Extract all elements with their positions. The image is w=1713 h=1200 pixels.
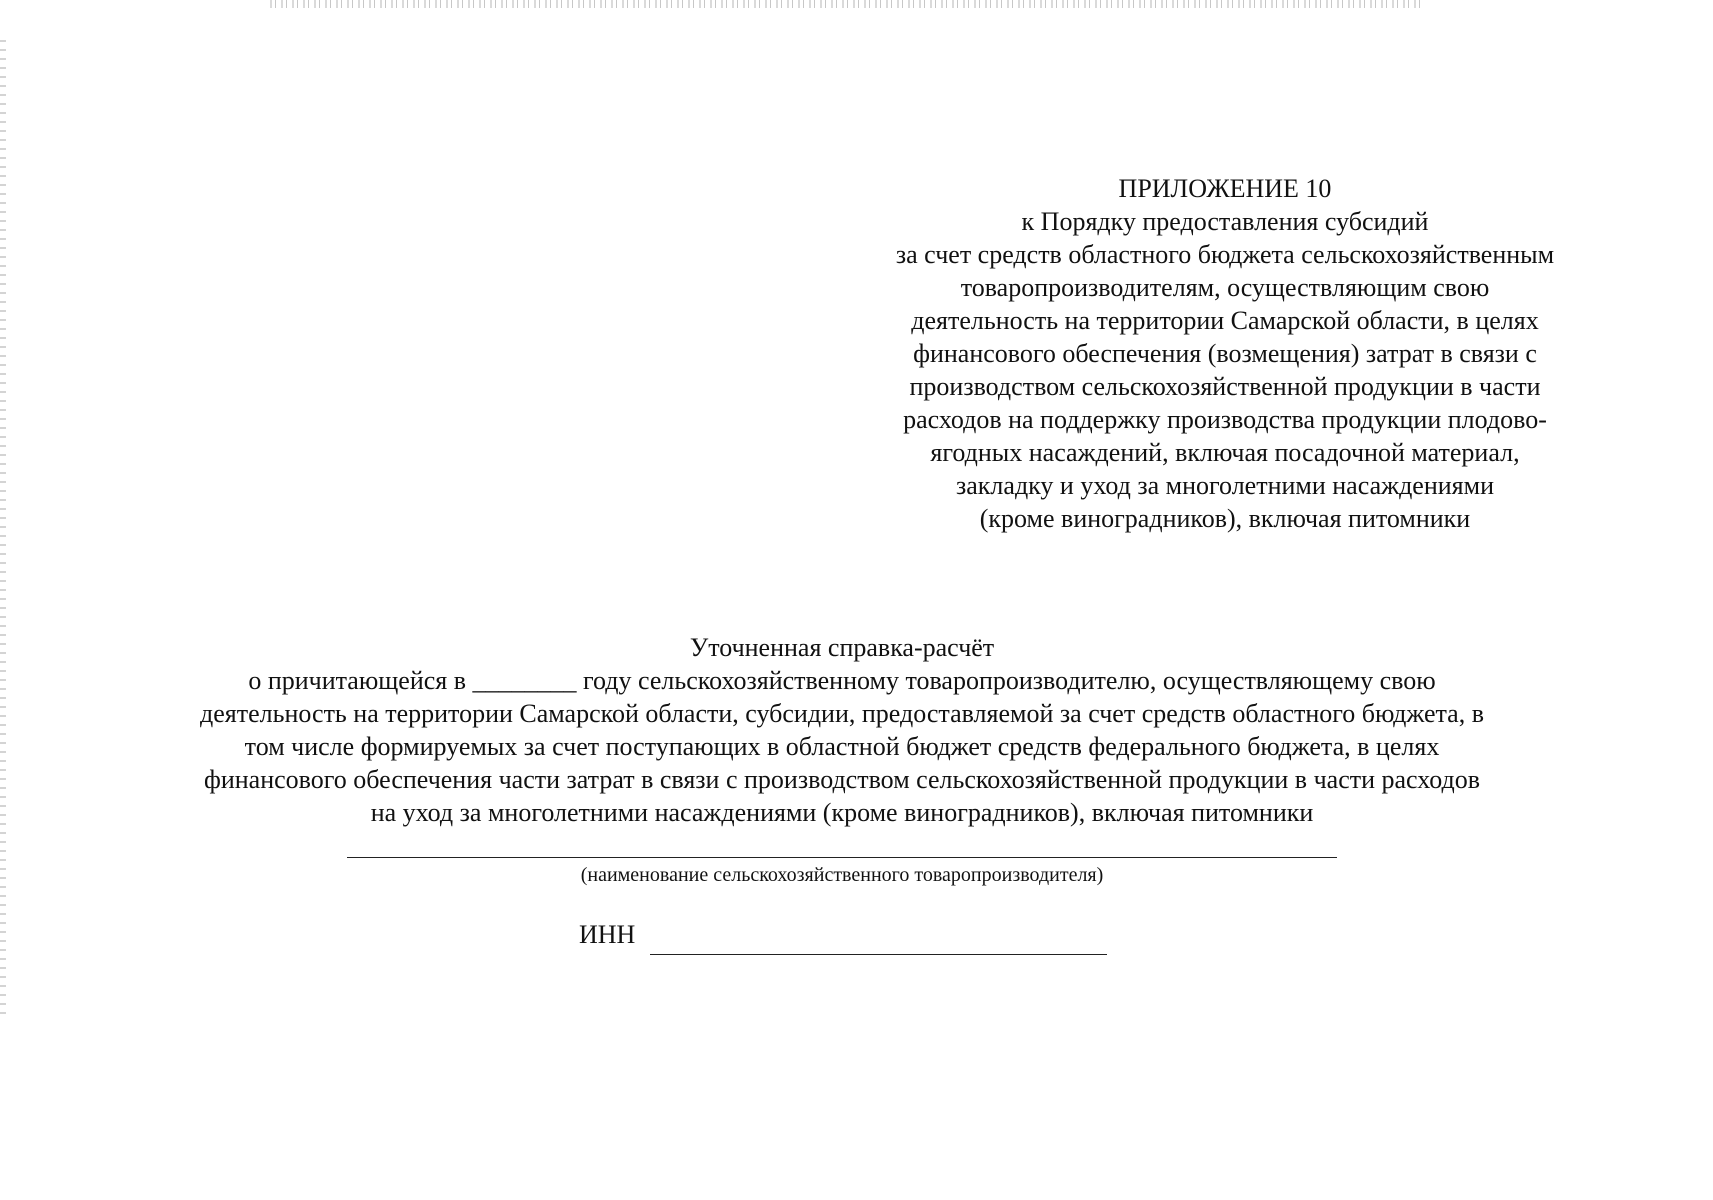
form-line: том числе формируемых за счет поступающих в областной бюджет средств федерального бюджета, в целях [244,732,1440,761]
appendix-line: (кроме виноградников), включая питомники [979,504,1471,533]
appendix-header [850,172,1600,535]
appendix-line: товаропроизводителям, осуществляющим свою [960,273,1490,302]
appendix-line: ягодных насаждений, включая посадочной материал, [930,438,1520,467]
appendix-line: деятельность на территории Самарской области, в целях [911,306,1539,335]
scan-artifact-left [0,40,6,1020]
producer-name-caption: (наименование сельскохозяйственного товаропроизводителя) [580,864,1104,886]
appendix-line: расходов на поддержку производства продукции плодово- [903,405,1547,434]
appendix-title: ПРИЛОЖЕНИЕ 10 [1118,174,1332,203]
form-heading [100,631,1584,829]
form-line: деятельность на территории Самарской области, субсидии, предоставляемой за счет средств областного бюджета, в [200,699,1484,728]
form-title: Уточненная справка-расчёт [689,633,995,662]
form-line: о причитающейся в ________ году сельскохозяйственному товаропроизводителю, осуществляющему свою [248,666,1436,695]
form-line: на уход за многолетними насаждениями (кроме виноградников), включая питомники [370,798,1314,827]
form-line: финансового обеспечения части затрат в связи с производством сельскохозяйственной продукции в части расходов [203,765,1481,794]
producer-name-field-line [347,857,1337,858]
appendix-line: закладку и уход за многолетними насаждениями [955,471,1494,500]
appendix-line: за счет средств областного бюджета сельскохозяйственным [895,240,1555,269]
inn-label: ИНН [579,920,636,949]
appendix-line: производством сельскохозяйственной продукции в части [909,372,1541,401]
appendix-line: финансового обеспечения (возмещения) затрат в связи с [913,339,1537,368]
scan-artifact-top [270,0,1420,8]
appendix-line: к Порядку предоставления субсидий [1021,207,1429,236]
inn-field-line [650,954,1107,955]
